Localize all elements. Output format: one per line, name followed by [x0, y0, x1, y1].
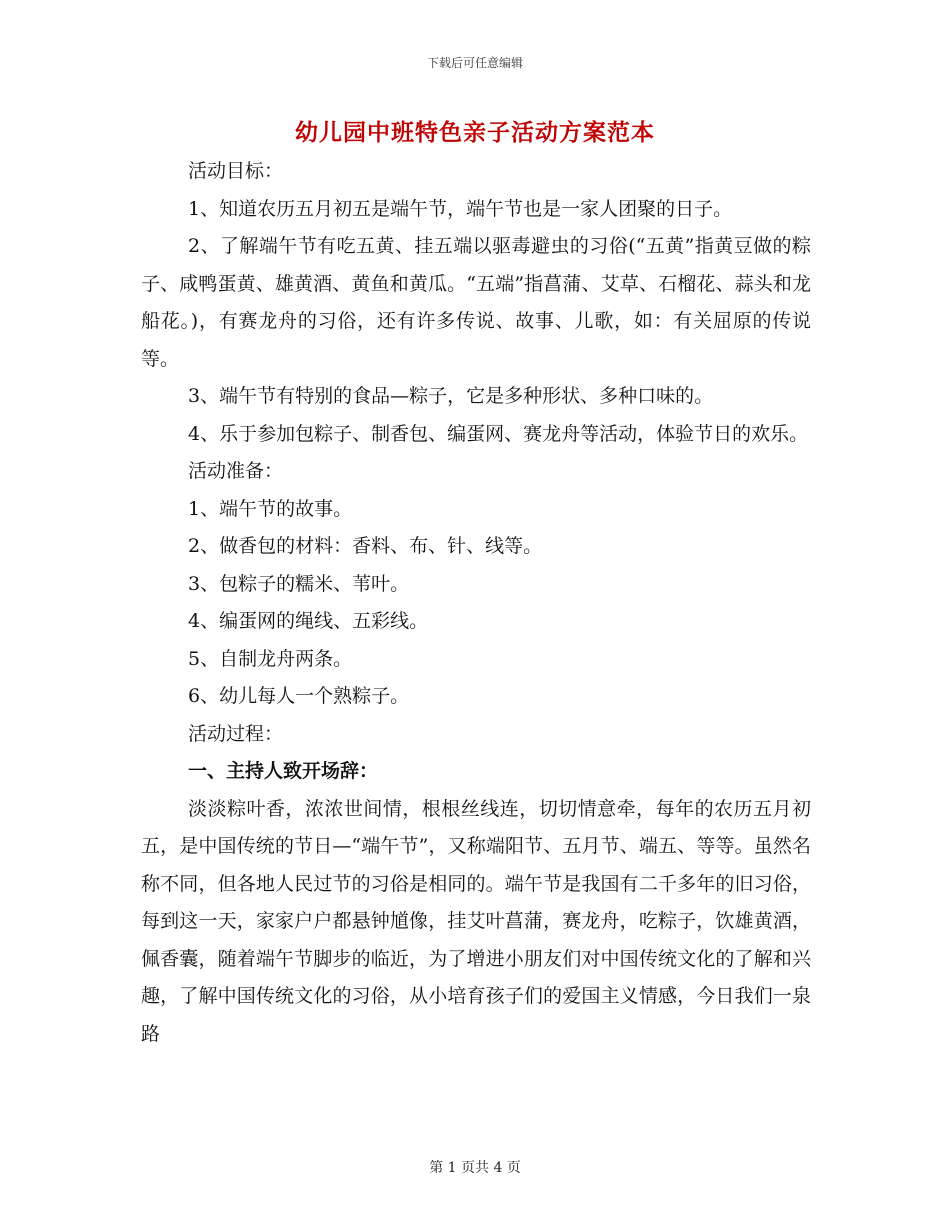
paragraph: 2、做香包的材料：香料、布、针、线等。 — [188, 535, 543, 557]
paragraph: 3、包粽子的糯米、苇叶。 — [188, 572, 410, 595]
page-footer: 第 1 页共 4 页 — [429, 1160, 521, 1176]
paragraph: 4、乐于参加包粽子、制香包、编蛋网、赛龙舟等活动，体验节日的欢乐。 — [188, 422, 809, 445]
paragraph: 活动过程： — [188, 722, 284, 745]
paragraph: 1、知道农历五月初五是端午节，端午节也是一家人团聚的日子。 — [188, 197, 733, 220]
paragraph: 5、自制龙舟两条。 — [188, 647, 353, 670]
paragraph: 活动准备： — [188, 460, 284, 482]
page-header: 下载后可任意编辑 — [426, 56, 523, 70]
paragraph: 6、幼儿每人一个熟粽子。 — [188, 685, 410, 707]
paragraph: 1、端午节的故事。 — [188, 497, 353, 520]
document-title: 幼儿园中班特色亲子活动方案范本 — [295, 119, 655, 146]
paragraph: 活动目标： — [188, 160, 284, 182]
paragraph: 淡淡粽叶香，浓浓世间情，根根丝线连，切切情意牵，每年的农历五月初五，是中国传统的节日—“端午节”，又称端阳节、五月节、端五、等等。虽然名称不同，但各地人民过节的习俗是相同的。端午节是我国有二千多年的旧习俗，每到这一天，家家户户都悬钟馗像，挂艾叶菖蒲，赛龙舟，吃粽子，饮雄黄酒，佩香囊，随着端午节脚步的临近，为了增进小朋友们对中国传统文化的了解和兴趣，了解中国传统文化的习俗，从小培育孩子们的爱国主义情感，今日我们一泉路 — [141, 797, 811, 1045]
paragraph: 2、了解端午节有吃五黄、挂五端以驱毒避虫的习俗(“五黄”指黄豆做的粽子、咸鸭蛋黄、雄黄酒、黄鱼和黄瓜。“五端”指菖蒲、艾草、石榴花、蒜头和龙船花。)，有赛龙舟的习俗，还有许多传说、故事、儿歌，如：有关屈原的传说等。 — [141, 235, 811, 370]
document-body — [141, 153, 811, 1053]
paragraph: 3、端午节有特别的食品—粽子，它是多种形状、多种口味的。 — [188, 385, 714, 407]
paragraph: 4、编蛋网的绳线、五彩线。 — [188, 610, 429, 632]
section-heading: 一、主持人致开场辞： — [188, 760, 379, 782]
